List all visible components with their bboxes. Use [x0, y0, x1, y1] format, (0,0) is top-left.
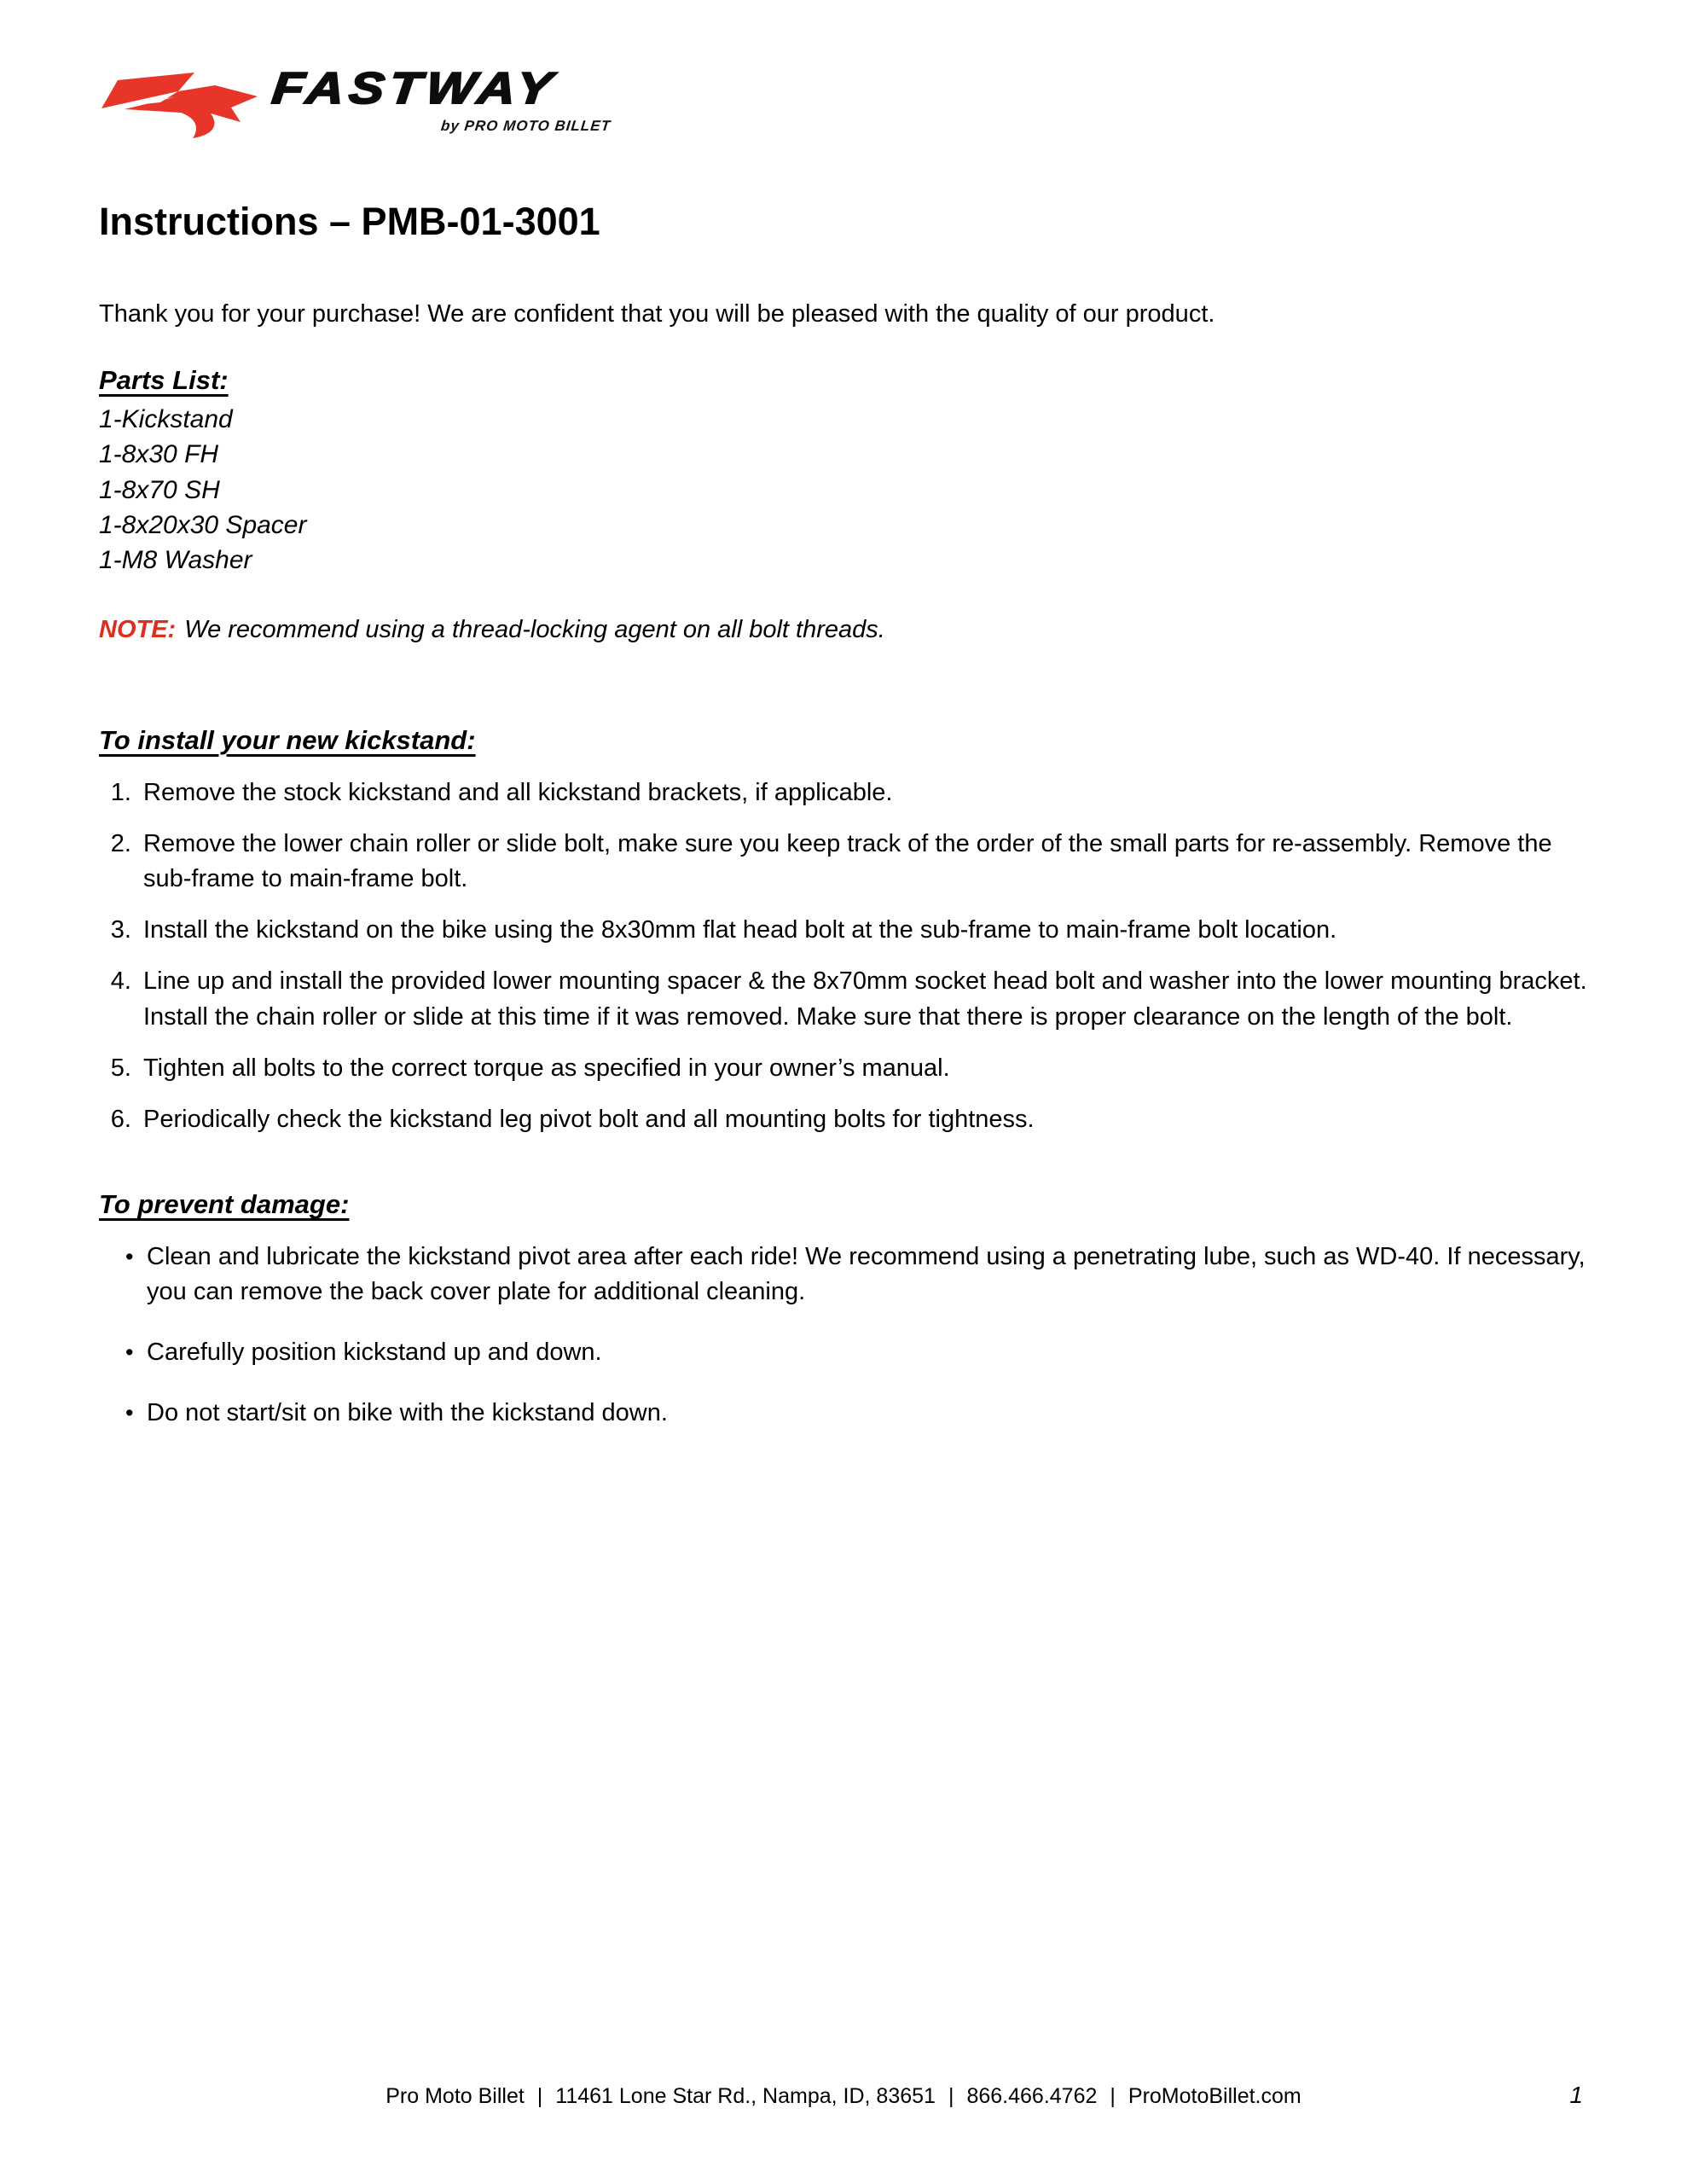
footer-phone: 866.466.4762 [966, 2084, 1098, 2108]
install-step: 2. Remove the lower chain roller or slide bolt, make sure you keep track of the order of the small parts for re-assembly. Remove the sub-frame to main-frame bolt. [138, 827, 1588, 897]
parts-list-heading: Parts List: [99, 364, 229, 395]
install-steps-list [99, 775, 1588, 1137]
page-number: 1 [1569, 2082, 1583, 2108]
prevent-section [99, 1187, 1588, 1223]
install-step: 3. Install the kickstand on the bike using the 8x30mm flat head bolt at the sub-frame to main-frame bolt location. [138, 913, 1588, 948]
install-section [99, 723, 1588, 758]
prevent-heading: To prevent damage: [99, 1189, 350, 1220]
footer-company: Pro Moto Billet [386, 2084, 525, 2108]
install-step: 1. Remove the stock kickstand and all kickstand brackets, if applicable. [138, 775, 1588, 810]
fastway-arrow-icon [99, 70, 261, 138]
install-heading: To install your new kickstand: [99, 724, 476, 755]
footer-separator: | [536, 2084, 543, 2108]
note-text: We recommend using a thread-locking agent on all bolt threads. [184, 615, 885, 643]
logo-byline-text: by PRO MOTO BILLET [440, 118, 612, 134]
install-step: 4. Line up and install the provided lower mounting spacer & the 8x70mm socket head bolt and washer into the lower mounting bracket. Install the chain roller or slide at this time if it was removed. Make sure that there is proper clearance on the length of the bolt. [138, 964, 1588, 1034]
parts-item: 1-M8 Washer [99, 546, 252, 575]
prevent-bullets-list [99, 1240, 1588, 1432]
prevent-bullet: • Carefully position kickstand up and down. [147, 1335, 1588, 1370]
install-step: 6. Periodically check the kickstand leg pivot bolt and all mounting bolts for tightness. [138, 1102, 1588, 1137]
parts-item: 1-Kickstand [99, 404, 233, 433]
prevent-bullet: • Do not start/sit on bike with the kickstand down. [147, 1396, 1588, 1431]
fastway-logo [99, 63, 611, 145]
footer-address: 11461 Lone Star Rd., Nampa, ID, 83651 [555, 2084, 936, 2108]
parts-item: 1-8x20x30 Spacer [99, 510, 307, 539]
install-step: 5. Tighten all bolts to the correct torque as specified in your owner’s manual. [138, 1051, 1588, 1086]
footer [0, 2084, 1687, 2109]
intro-paragraph: Thank you for your purchase! We are confident that you will be pleased with the quality of our product. [99, 299, 1215, 328]
note-label: NOTE: [99, 615, 177, 643]
footer-separator: | [948, 2084, 954, 2108]
parts-list-section [99, 363, 1588, 398]
note-paragraph [99, 613, 1588, 648]
logo-brand-text: FASTWAY [270, 64, 559, 113]
footer-separator: | [1110, 2084, 1116, 2108]
parts-list [99, 402, 1588, 578]
page-title: Instructions – PMB-01-3001 [99, 200, 600, 243]
prevent-bullet: • Clean and lubricate the kickstand pivot area after each ride! We recommend using a penetrating lube, such as WD-40. If necessary, you can remove the back cover plate for additional cleaning. [147, 1240, 1588, 1310]
parts-item: 1-8x30 FH [99, 440, 219, 469]
footer-website: ProMotoBillet.com [1128, 2084, 1301, 2108]
parts-item: 1-8x70 SH [99, 475, 220, 504]
